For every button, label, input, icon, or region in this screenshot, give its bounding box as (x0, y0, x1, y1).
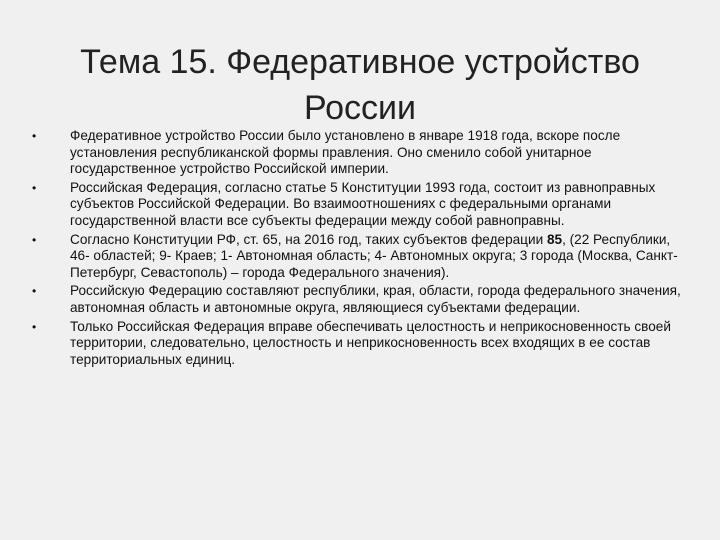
bullet-item (32, 180, 692, 230)
bullet-dot: • (32, 129, 37, 143)
bullet-item (32, 128, 692, 178)
bullet-item (32, 283, 692, 316)
bullet-tail: , (22 Республики, 46- областей; 9- Краев; 1- Автономная область; 4- Автономных округа; 3 города (Москва, Санкт-Петербург, Севастополь) – города Федерального значения). (70, 231, 678, 280)
bullet-lead: Федеративное устройство России (70, 128, 284, 143)
bullet-text: Согласно Конституции РФ, ст. 65, на 2016 год, таких субъектов федерации (70, 231, 547, 247)
bullet-text: Российскую Федерацию составляют республики, края, области, города федерального значения, автономная область и автономные округа, являющиеся субъектами федерации. (70, 283, 681, 315)
bullet-dot: • (32, 284, 37, 299)
bullet-text: Только Российская Федерация вправе обеспечивать целостность и неприкосновенность своей территории, следовательно, целостность и неприкосновенность всех входящих в ее состав территориальных единиц. (70, 318, 671, 367)
bullet-text: было установлено в январе 1918 года, вскоре после установления республиканской формы правления. Оно сменило собой унитарное государственное устройство Российской империи. (70, 128, 621, 177)
bullet-item (32, 319, 692, 369)
bullet-text: Российская Федерация, согласно статье 5 Конституции 1993 года, состоит из равноправных субъектов Российской Федерации. Во взаимоотношениях с федеральными органами государственной власти все субъекты федерации между собой равноправны. (70, 179, 656, 228)
bullet-dot: • (32, 232, 37, 247)
slide-title: Тема 15. Федеративное устройство России (80, 42, 640, 127)
bullet-dot: • (32, 180, 37, 195)
bullet-item (32, 232, 692, 282)
subject-count: 85 (546, 231, 563, 247)
bullet-list (32, 128, 692, 370)
bullet-dot: • (32, 319, 37, 334)
